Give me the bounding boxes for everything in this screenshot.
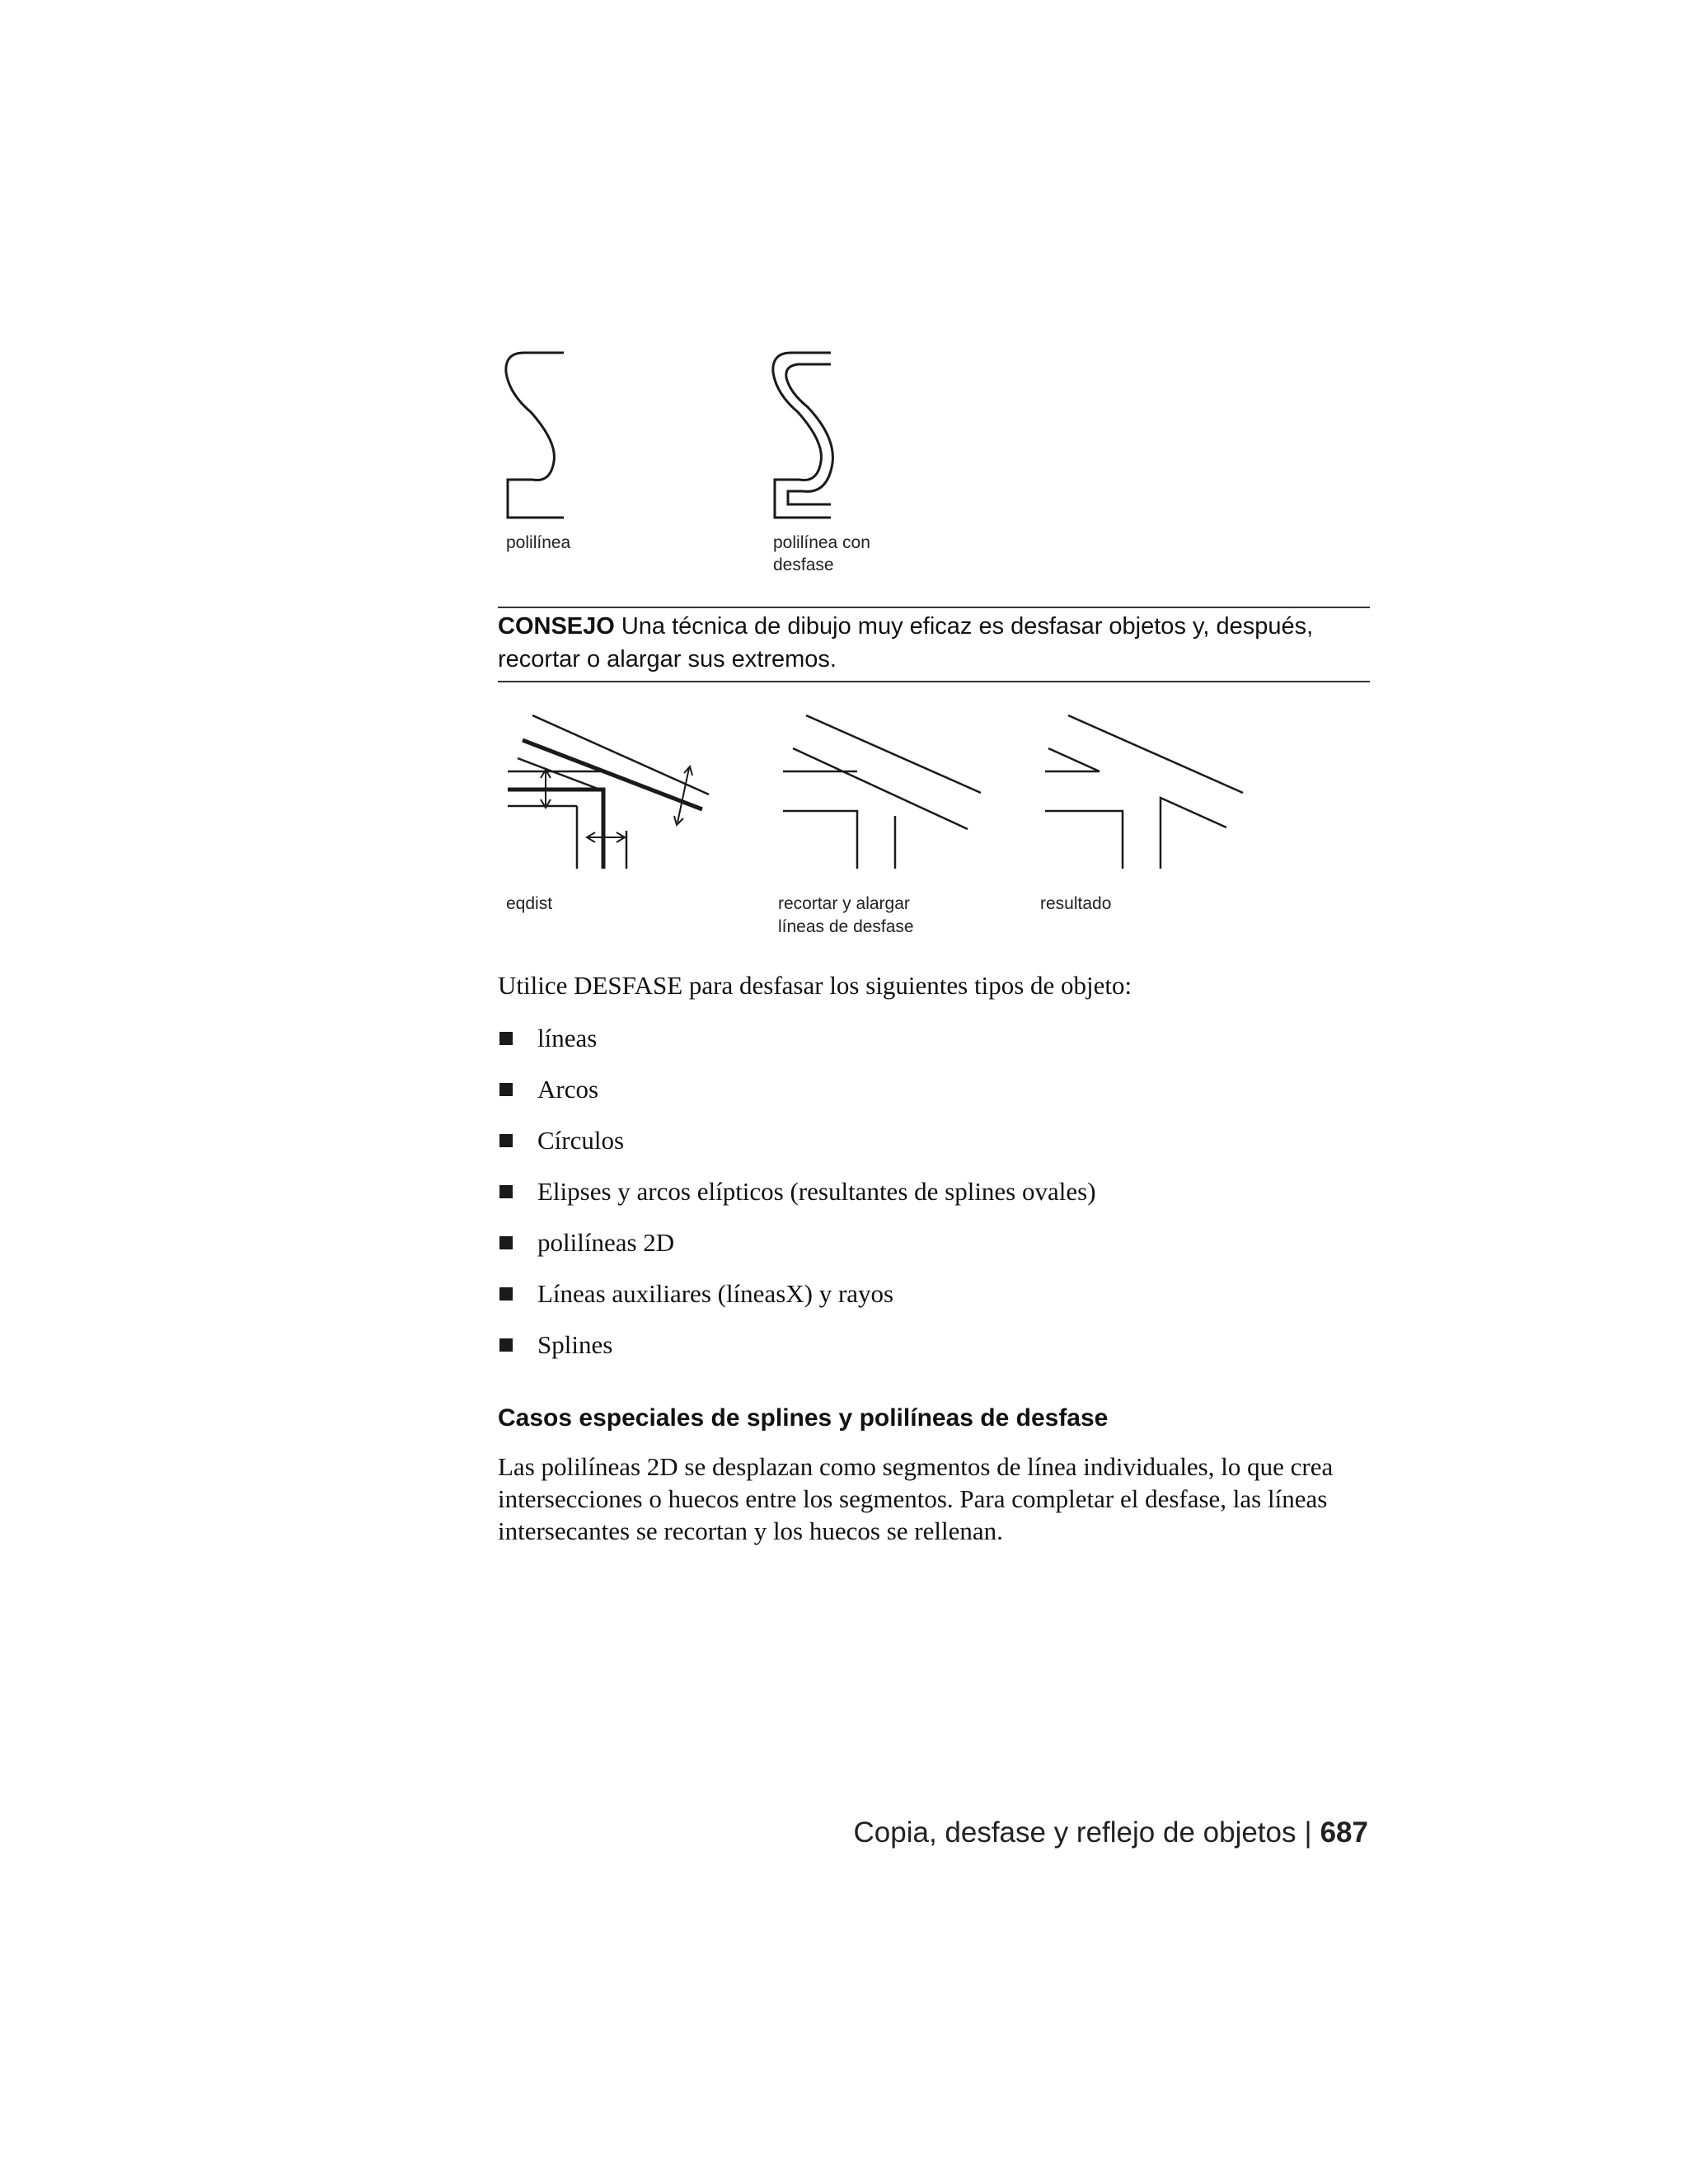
figure2-label-result: resultado [1040,894,1112,913]
section-paragraph: Las polilíneas 2D se desplazan como segmentos de línea individuales, lo que crea intersecciones o huecos entre los segmentos. Para completar el desfase, las líneas intersecantes se recortan y los huecos se rellenan. [498,1452,1334,1545]
tip-bottom-rule [498,681,1370,682]
bullet-icon [499,1236,513,1249]
tip-label: CONSEJO [498,613,615,640]
figure-trim-extend [0,692,1688,890]
list-item [498,1022,1096,1073]
list-item [498,1124,1096,1175]
list-item-text: Splines [537,1330,613,1359]
list-item-text: Elipses y arcos elípticos (resultantes de splines ovales) [537,1177,1096,1206]
list-item-text: Arcos [537,1075,599,1104]
offset-polyline-drawing [773,353,833,518]
figure1-label-offset-line1: polilínea con [773,533,870,552]
list-item [498,1175,1096,1226]
eqdist-drawing [508,715,709,869]
page-footer [854,1816,1369,1849]
polyline-drawing [506,353,564,518]
figure-polyline-offset [0,0,1688,593]
bullet-icon [499,1287,513,1301]
tip-top-rule [498,607,1370,608]
figure2-label-trim-line1: recortar y alargar [778,894,910,913]
figure1-label-polyline: polilínea [506,533,571,552]
list-item [498,1329,1096,1380]
bullet-icon [499,1338,513,1352]
figure1-label-offset-line2: desfase [773,555,834,574]
trim-extend-drawing [783,715,981,869]
figure2-label-trim-line2: líneas de desfase [778,917,914,936]
object-type-list [498,1022,1096,1380]
page-number: 687 [1320,1816,1368,1849]
footer-title: Copia, desfase y reflejo de objetos [853,1816,1296,1849]
list-item-text: Líneas auxiliares (líneasX) y rayos [537,1279,894,1308]
intro-text: Utilice DESFASE para desfasar los siguientes tipos de objeto: [498,971,1132,1000]
list-item [498,1226,1096,1277]
tip-box [498,610,1372,676]
footer-separator: | [1304,1816,1312,1849]
bullet-icon [499,1032,513,1045]
bullet-icon [499,1185,513,1198]
list-item [498,1073,1096,1124]
list-item [498,1277,1096,1329]
bullet-icon [499,1083,513,1096]
list-item-text: Círculos [537,1126,625,1155]
section-heading: Casos especiales de splines y polilíneas de desfase [498,1404,1109,1432]
bullet-icon [499,1134,513,1147]
result-drawing [1045,715,1243,869]
list-item-text: polilíneas 2D [537,1228,675,1257]
list-item-text: líneas [537,1024,598,1052]
figure2-label-eqdist: eqdist [506,894,553,913]
tip-text: Una técnica de dibujo muy eficaz es desfasar objetos y, después, recortar o alargar sus extremos. [498,613,1314,673]
